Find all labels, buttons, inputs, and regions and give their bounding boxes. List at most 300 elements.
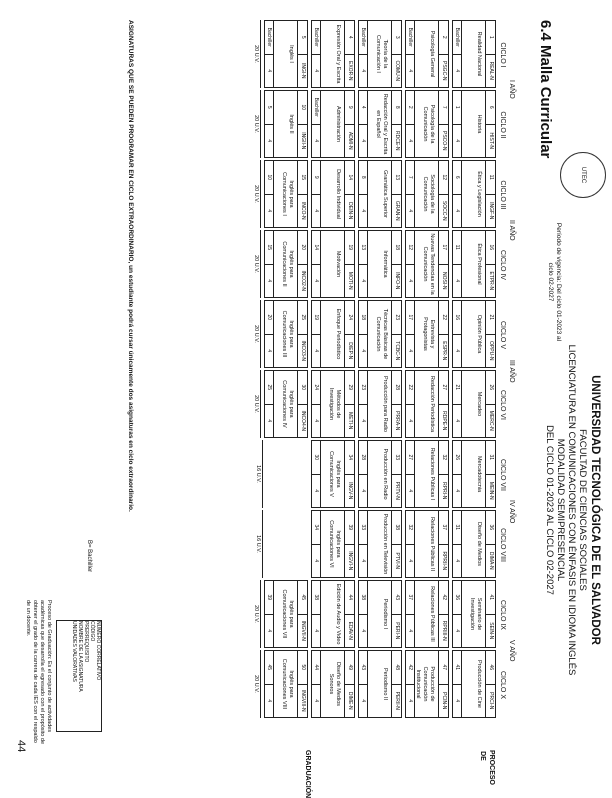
course-prereq: 34 [312, 511, 320, 545]
course-prereq: Bachiller [312, 21, 320, 55]
course-uv: 4 [266, 349, 272, 353]
course-number: 45 [298, 581, 307, 615]
course-code: INGVII-N [300, 620, 306, 641]
course-name: Inglés para Comunicaciones I [281, 172, 294, 216]
cycle-column [254, 510, 496, 578]
cycle-column [252, 160, 496, 228]
course-uv: 4 [407, 279, 413, 283]
course-name: Teoría de la Comunicación I [375, 35, 388, 73]
course-card [311, 510, 355, 578]
course-prereq: 9 [312, 161, 320, 195]
course-prereq: 12 [406, 231, 414, 265]
cycle-total: 20 U.V. [252, 300, 261, 368]
course-code: PTVI-N [394, 552, 400, 569]
legend-code: CÓDIGO [89, 621, 95, 642]
course-prereq: 30 [312, 441, 320, 475]
course-card [358, 300, 402, 368]
course-number: 32 [439, 441, 448, 475]
course-number: 46 [486, 651, 495, 685]
course-code: MOTI-N [347, 271, 353, 290]
course-name: Informática [382, 250, 388, 278]
course-prereq: 19 [312, 301, 320, 335]
course-number: 42 [439, 581, 448, 615]
course-prereq: Bachiller [453, 21, 461, 55]
course-prereq: 4 [359, 91, 367, 125]
course-name: Métodos de Investigación [328, 387, 341, 421]
course-card [266, 510, 308, 578]
course-name: Mercadotecnia [476, 455, 482, 493]
course-name: Ética Profesional [476, 243, 482, 285]
course-code: INGV-N [347, 482, 353, 500]
course-prereq: 7 [406, 161, 414, 195]
cycle-total: 20 U.V. [252, 370, 261, 438]
course-uv: 4 [407, 209, 413, 213]
course-number: 21 [486, 301, 495, 335]
course-prereq: 21 [453, 371, 461, 405]
course-prereq: 41 [453, 651, 461, 685]
course-card [452, 300, 496, 368]
course-name: Relaciones Públicas III [429, 586, 435, 642]
course-uv: 4 [454, 629, 460, 633]
course-code: INCO-N [300, 201, 306, 220]
course-name: Desarrollo Individual [335, 169, 341, 219]
cycle-column [252, 370, 496, 438]
course-name: Producción de Comunicación Institucional [415, 666, 435, 702]
course-prereq: 15 [265, 231, 273, 265]
course-card [452, 370, 496, 438]
cycle-total: 20 U.V. [252, 20, 261, 88]
course-name: Expresión Oral y Escrita [335, 24, 341, 84]
course-card [358, 90, 402, 158]
course-code: INGI-N [300, 62, 306, 79]
course-uv: 4 [454, 139, 460, 143]
course-number: 3 [392, 21, 401, 55]
course-code: EXOR-N [347, 61, 353, 81]
course-name: Periodismo II [382, 667, 388, 701]
cycle-label: CICLO VI [499, 390, 506, 420]
course-code: INGVIII-N [300, 689, 306, 712]
course-name: Producción de Cine [476, 659, 482, 708]
course-code: INCO2-N [300, 270, 306, 292]
course-uv: 4 [266, 139, 272, 143]
course-uv: 4 [454, 419, 460, 423]
course-uv: 4 [360, 349, 366, 353]
course-uv: 4 [266, 419, 272, 423]
course-prereq: 32 [406, 511, 414, 545]
course-uv: 4 [360, 489, 366, 493]
course-code: RPRI-N [441, 482, 447, 500]
course-uv: 4 [454, 349, 460, 353]
course-number: 29 [345, 371, 354, 405]
course-code: ADMI-N [347, 131, 353, 150]
cycle-total: 16 U.V. [254, 510, 263, 578]
cycle-total: 20 U.V. [252, 160, 261, 228]
legend-uv: UNIDADES VALORATIVAS [71, 621, 77, 682]
course-uv: 4 [266, 209, 272, 213]
course-prereq: 44 [312, 651, 320, 685]
course-name: Inglés para Comunicaciones IV [281, 380, 294, 428]
cycle-label: CICLO VII [499, 459, 506, 491]
course-card [405, 370, 449, 438]
course-uv: 4 [360, 629, 366, 633]
course-uv: 4 [454, 279, 460, 283]
course-code: MERC-N [488, 410, 494, 431]
course-name: Gramática Superior [382, 170, 388, 218]
course-number: 16 [486, 231, 495, 265]
course-card [358, 580, 402, 648]
course-prereq: 2 [406, 91, 414, 125]
course-name: Seminario de Investigación [469, 597, 482, 631]
course-code: DEIN-N [347, 202, 353, 220]
course-prereq: 14 [312, 231, 320, 265]
course-uv: 4 [266, 629, 272, 633]
course-number: 24 [345, 301, 354, 335]
course-code: ETPR-N [488, 271, 494, 291]
course-prereq: 28 [359, 441, 367, 475]
year-label: I AÑO [508, 80, 515, 99]
course-name: Enfoque Periodístico [335, 308, 341, 360]
course-number: 15 [298, 161, 307, 195]
course-code: RPRII-N [441, 551, 447, 571]
course-number: 19 [345, 231, 354, 265]
course-name: Opinión Pública [476, 314, 482, 354]
course-prereq: Bachiller [312, 91, 320, 125]
cycle-label: CICLO I [499, 42, 506, 68]
course-card [311, 90, 355, 158]
course-card [311, 650, 355, 718]
course-uv: 4 [313, 279, 319, 283]
course-name: Mercadeo [476, 391, 482, 417]
course-uv: 4 [266, 699, 272, 703]
course-code: INGII-N [300, 132, 306, 150]
course-code: PSCO-N [441, 131, 447, 151]
course-prereq: Bachiller [359, 21, 367, 55]
course-code: INFO-N [394, 272, 400, 290]
legend-name: NOMBRE DE LA ASIGNATURA [77, 621, 83, 692]
course-uv: 4 [313, 209, 319, 213]
cycle-label: CICLO II [499, 111, 506, 139]
course-card [358, 370, 402, 438]
course-card [264, 370, 308, 438]
course-code: INCO4-N [300, 410, 306, 432]
course-card [311, 230, 355, 298]
course-card [452, 580, 496, 648]
course-uv: 4 [407, 559, 413, 563]
course-number: 12 [439, 161, 448, 195]
course-prereq: 42 [406, 651, 414, 685]
course-number: 2 [439, 21, 448, 55]
course-code: TCBC-N [394, 341, 400, 361]
course-uv: 4 [407, 489, 413, 493]
graduation-footnote: Proceso de Graduación: Es el conjunto de actividades académicas que desarrolla el egresado con el propósito de obtener el grado de la carrera de cada IES con el respaldo de un docente. [25, 600, 52, 745]
course-number: 27 [439, 371, 448, 405]
course-card [405, 230, 449, 298]
course-code: PERI-N [394, 622, 400, 640]
course-name: Diseño de Medios Sonoros [328, 661, 341, 707]
course-name: Producción en Televisión [382, 513, 388, 575]
course-number: 10 [298, 91, 307, 125]
course-card [452, 650, 496, 718]
course-prereq: 25 [265, 371, 273, 405]
course-card [311, 580, 355, 648]
course-prereq: 37 [406, 581, 414, 615]
course-prereq: Bachiller [265, 21, 273, 55]
course-uv: 4 [407, 419, 413, 423]
year-label: III AÑO [508, 360, 515, 383]
course-number: 34 [345, 441, 354, 475]
course-prereq: 43 [359, 651, 367, 685]
legend-box [56, 620, 102, 732]
course-card [358, 440, 402, 508]
course-card [264, 580, 308, 648]
cycle-total: 16 U.V. [254, 440, 263, 508]
course-card [311, 20, 355, 88]
course-code: HIST-N [488, 132, 494, 149]
course-uv: 4 [407, 69, 413, 73]
course-name: Realidad Nacional [476, 31, 482, 77]
course-number: 4 [345, 21, 354, 55]
course-number: 6 [486, 91, 495, 125]
course-prereq: 11 [453, 231, 461, 265]
course-number: 9 [345, 91, 354, 125]
course-name: Inglés para Comunicaciones II [281, 241, 294, 287]
university-seal: UTEC [560, 152, 606, 198]
course-code: MEIN-N [488, 481, 494, 500]
course-code: PRCI-N [488, 692, 494, 710]
course-code: INGVI-N [347, 551, 353, 571]
course-uv: 4 [313, 349, 319, 353]
course-number: 20 [298, 231, 307, 265]
course-uv: 4 [407, 139, 413, 143]
course-code: DIMA-N [488, 551, 494, 570]
course-card [311, 370, 355, 438]
legend-correlative: NÚMERO CORRELATIVO [95, 621, 101, 681]
course-code: PSGC-N [441, 61, 447, 81]
course-uv: 4 [454, 69, 460, 73]
course-card [264, 20, 308, 88]
course-number: 47 [439, 651, 448, 685]
cycle-label: CICLO III [499, 180, 506, 210]
course-uv: 4 [313, 69, 319, 73]
course-card [264, 300, 308, 368]
course-code: RDPE-N [441, 411, 447, 431]
course-name: Producción para Radio [382, 376, 388, 432]
course-number: 48 [392, 651, 401, 685]
course-name: Historia [476, 114, 482, 134]
course-name: Relaciones Públicas I [429, 447, 435, 501]
cycle-total: 20 U.V. [252, 580, 261, 648]
course-prereq: 18 [359, 301, 367, 335]
course-code: INCO3-N [300, 340, 306, 362]
course-card [311, 300, 355, 368]
course-number: 30 [298, 371, 307, 405]
course-uv: 4 [360, 69, 366, 73]
course-name: Edición de Audio y Video [335, 583, 341, 645]
course-number: 11 [486, 161, 495, 195]
course-prereq: Bachiller [406, 21, 414, 55]
cycle-total: 20 U.V. [252, 230, 261, 298]
course-prereq: 1 [453, 91, 461, 125]
course-card [264, 160, 308, 228]
course-code: DIEP-N [347, 342, 353, 360]
course-prereq: 8 [359, 161, 367, 195]
course-number: 14 [345, 161, 354, 195]
course-code: PRTV-N [394, 481, 400, 500]
course-card [358, 20, 402, 88]
course-uv: 4 [407, 629, 413, 633]
course-number: 28 [392, 371, 401, 405]
period: DEL CICLO 01-2023 AL CICLO 02-2027 [544, 425, 555, 595]
course-name: Psicología General [429, 30, 435, 78]
course-card [311, 440, 355, 508]
course-uv: 4 [454, 489, 460, 493]
course-card [264, 90, 308, 158]
course-name: Inglés para Comunicaciones VI [328, 520, 341, 568]
course-code: ESPR-N [441, 341, 447, 361]
course-uv: 4 [360, 279, 366, 283]
course-number: 36 [486, 511, 495, 545]
course-prereq: 27 [406, 441, 414, 475]
course-card [405, 20, 449, 88]
course-uv: 4 [313, 699, 319, 703]
course-prereq: 45 [265, 651, 273, 685]
course-prereq: 10 [265, 161, 273, 195]
side-label-process: PROCESO DE [479, 750, 495, 786]
course-prereq: 5 [265, 91, 273, 125]
course-uv: 4 [407, 349, 413, 353]
course-name: Inglés para Comunicaciones VII [281, 589, 294, 639]
faculty-name: FACULTAD DE CIENCIAS SOCIALES [577, 429, 588, 591]
course-number: 13 [392, 161, 401, 195]
course-uv: 4 [313, 139, 319, 143]
course-code: RDCE-N [394, 131, 400, 151]
course-number: 26 [486, 371, 495, 405]
course-uv: 4 [454, 559, 460, 563]
course-card [405, 90, 449, 158]
course-number: 23 [392, 301, 401, 335]
course-number: 31 [486, 441, 495, 475]
course-prereq: 20 [265, 301, 273, 335]
year-label: IV AÑO [508, 500, 515, 524]
course-code: INGF-N [488, 202, 494, 220]
course-uv: 4 [360, 559, 366, 563]
course-name: Nuevas Tendencias en la Comunicación [422, 233, 435, 295]
course-uv: 4 [313, 559, 319, 563]
course-card [358, 510, 402, 578]
career-name: LICENCIATURA EN COMUNICACIONES CON ÉNFASIS EN IDIOMA INGLÉS [566, 344, 577, 676]
course-card [452, 230, 496, 298]
course-code: PCIN-N [441, 692, 447, 710]
bachiller-note: B= Bachiller [86, 540, 92, 573]
course-prereq: 17 [406, 301, 414, 335]
course-card [311, 160, 355, 228]
course-card [452, 440, 496, 508]
course-name: Inglés para Comunicaciones III [281, 310, 294, 358]
course-name: Ética y Legislación [476, 171, 482, 217]
university-name: UNIVERSIDAD TECNOLÓGICA DE EL SALVADOR [589, 375, 601, 645]
cycle-label: CICLO X [499, 670, 506, 699]
course-uv: 4 [313, 629, 319, 633]
year-label: II AÑO [508, 220, 515, 241]
course-card [452, 20, 496, 88]
course-code: SEIN-N [488, 622, 494, 640]
course-number: 33 [392, 441, 401, 475]
course-uv: 4 [360, 209, 366, 213]
course-card [405, 440, 449, 508]
course-code: SOCC-N [441, 200, 447, 221]
course-number: 43 [392, 581, 401, 615]
course-name: Inglés II [288, 114, 294, 134]
course-name: Relaciones Públicas II [429, 516, 435, 572]
course-number: 37 [439, 511, 448, 545]
course-name: Inglés I [288, 45, 294, 63]
course-number: 38 [392, 511, 401, 545]
course-code: GRAN-N [394, 200, 400, 221]
modality: MODALIDAD SEMIPRESENCIAL [555, 438, 566, 582]
course-uv: 4 [360, 699, 366, 703]
course-card [452, 90, 496, 158]
course-uv: 4 [360, 139, 366, 143]
course-card [405, 160, 449, 228]
course-prereq: 26 [453, 441, 461, 475]
course-card [405, 510, 449, 578]
course-name: Inglés para Comunicaciones VIII [281, 658, 294, 710]
course-prereq: 39 [265, 581, 273, 615]
course-number: 8 [392, 91, 401, 125]
cycle-column [252, 20, 496, 88]
course-code: METI-N [347, 412, 353, 430]
cycle-column [252, 580, 496, 648]
course-code: PRRA-N [394, 411, 400, 431]
side-label-graduation: GRADUACIÓN [304, 750, 311, 798]
course-prereq: 36 [453, 581, 461, 615]
course-number: 41 [486, 581, 495, 615]
cycle-column [252, 90, 496, 158]
cycle-label: CICLO V [499, 320, 506, 349]
course-number: 18 [392, 231, 401, 265]
cycle-column [252, 230, 496, 298]
course-name: Redacción Periodística [429, 375, 435, 433]
course-prereq: 33 [359, 511, 367, 545]
course-card [405, 650, 449, 718]
course-card [405, 580, 449, 648]
course-code: DIME-N [347, 691, 353, 710]
cycle-label: CICLO VIII [499, 528, 506, 562]
course-card [264, 230, 308, 298]
course-number: 49 [345, 651, 354, 685]
course-prereq: 23 [359, 371, 367, 405]
course-uv: 4 [454, 209, 460, 213]
cycle-column [252, 300, 496, 368]
course-prereq: 24 [312, 371, 320, 405]
course-code: NOSI-N [441, 272, 447, 290]
course-code: RPRIII-N [441, 620, 447, 641]
course-card [358, 160, 402, 228]
cycle-column [254, 440, 496, 508]
course-code: OPPU-N [488, 341, 494, 361]
course-uv: 4 [266, 279, 272, 283]
cycle-label: CICLO IX [499, 600, 506, 630]
course-name: Entrevista y Protagonistas [422, 317, 435, 351]
course-number: 44 [345, 581, 354, 615]
course-card [452, 510, 496, 578]
year-label: V AÑO [508, 640, 515, 662]
course-prereq: 38 [312, 581, 320, 615]
page-title: 6.4 Malla Curricular [537, 20, 554, 159]
course-name: Redacción Oral y Escrita en Español [375, 93, 388, 155]
course-code: COMU-N [394, 60, 400, 82]
course-prereq: 6 [453, 161, 461, 195]
